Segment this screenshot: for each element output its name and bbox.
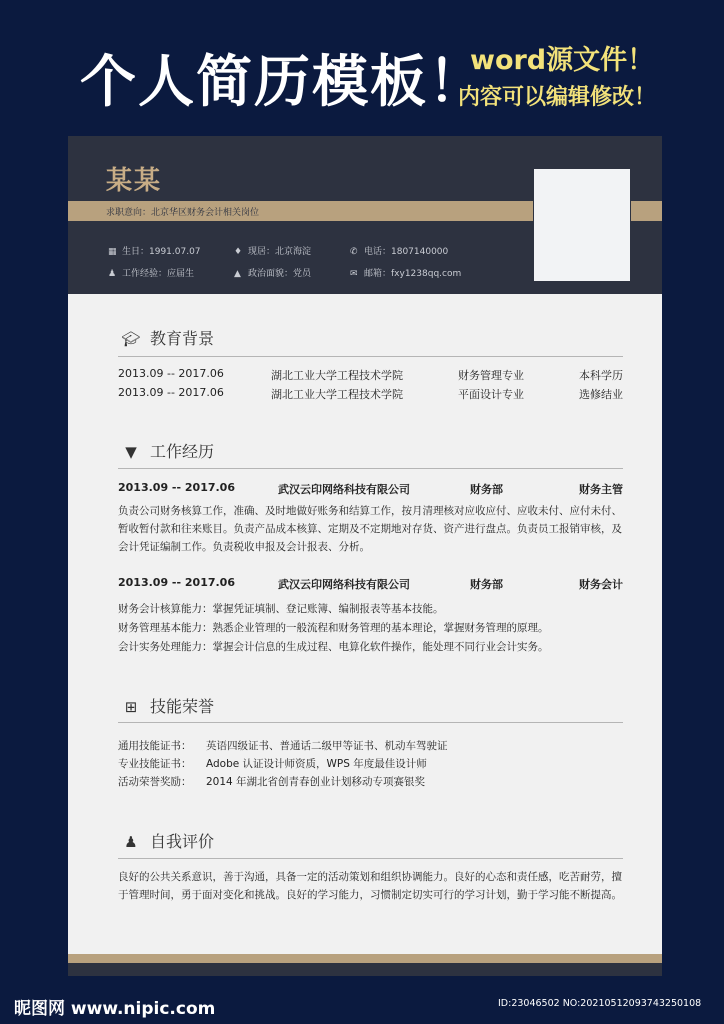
info-birthday: ▦ 生日：1991.07.07	[108, 247, 201, 257]
footer-band-dark	[68, 963, 662, 976]
info-political-status: ▲ 政治面貌：党员	[234, 269, 312, 279]
calendar-icon: ▦	[108, 247, 117, 257]
education-row: 2013.09 -- 2017.06 湖北工业大学工程技术学院 财务管理专业 本科学历	[118, 367, 623, 382]
graduation-cap-icon: 🎓︎	[121, 330, 141, 348]
skill-row: 专业技能证书： Adobe 认证设计师资质，WPS 年度最佳设计师	[118, 758, 427, 770]
location-icon: ♦	[234, 247, 243, 257]
banner-subtitle-editable: 内容可以编辑修改！	[458, 85, 657, 110]
section-divider	[118, 468, 623, 469]
job-detail-line: 财务会计核算能力：掌握凭证填制、登记账簿、编制报表等基本技能。	[118, 603, 444, 615]
graduation-cap-icon: ▲	[234, 269, 241, 279]
info-location: ♦ 现居：北京海淀	[234, 247, 312, 257]
job-detail-line: 财务管理基本能力：熟悉企业管理的一般流程和财务管理的基本理论，掌握财务管理的原理。	[118, 622, 549, 634]
skill-row: 活动荣誉奖励： 2014 年湖北省创青春创业计划移动专项赛银奖	[118, 776, 426, 788]
mail-icon: ✉	[350, 269, 358, 279]
section-title-education: 🎓︎ 教育背景	[121, 329, 215, 348]
tie-icon: ▼	[125, 443, 137, 461]
job-description: 负责公司财务核算工作，准确、及时地做好账务和结算工作，按月清理核对应收应付、应收未付、应付未付、暂收暂付款和往来账目。负责产品成本核算、定期及不定期地对存货、资产进行盘点。负责员工报销审核，及会计凭证编制工作。负责税收申报及会计报表、分析。	[118, 505, 622, 553]
photo-placeholder[interactable]	[533, 168, 631, 282]
person-icon: ♟	[108, 269, 117, 279]
education-row: 2013.09 -- 2017.06 湖北工业大学工程技术学院 平面设计专业 选修结业	[118, 386, 623, 401]
info-experience: ♟ 工作经验：应届生	[108, 269, 195, 279]
phone-icon: ✆	[350, 247, 358, 257]
section-divider	[118, 858, 623, 859]
job-header-row: 2013.09 -- 2017.06 武汉云印网络科技有限公司 财务部 财务会计	[118, 576, 623, 591]
job-detail-line: 会计实务处理能力：掌握会计信息的生成过程、电算化软件操作，能处理不同行业会计实务。	[118, 641, 549, 653]
section-divider	[118, 722, 623, 723]
self-evaluation-text: 良好的公共关系意识，善于沟通，具备一定的活动策划和组织协调能力。良好的心态和责任感，吃苦耐劳，擅于管理时间，勇于面对变化和挑战。良好的学习能力，习惯制定切实可行的学习计划，勤于学习能不断提高。	[118, 871, 622, 901]
windows-grid-icon: ⊞	[124, 698, 138, 716]
banner-title: 个人简历模板！	[80, 50, 486, 115]
resume-sheet	[68, 136, 662, 976]
info-email: ✉ 邮箱：fxy1238qq.com	[350, 269, 462, 279]
candidate-name: 某某	[106, 166, 163, 196]
resume-header	[68, 136, 662, 294]
job-header-row: 2013.09 -- 2017.06 武汉云印网络科技有限公司 财务部 财务主管	[118, 481, 623, 496]
skill-row: 通用技能证书： 英语四级证书、普通话二级甲等证书、机动车驾驶证	[118, 740, 448, 752]
footer-band-gold	[68, 954, 662, 963]
job-objective: 求职意向：北京华区财务会计相关岗位	[106, 208, 260, 218]
section-title-skills: ⊞ 技能荣誉	[120, 694, 214, 717]
user-icon: ♟	[124, 833, 138, 851]
section-divider	[118, 356, 623, 357]
banner-subtitle-word-source: word源文件！	[470, 45, 655, 76]
image-id-label: ID:23046502 NO:20210512093743250108	[498, 998, 702, 1009]
info-phone: ✆ 电话：1807140000	[350, 247, 449, 257]
section-title-self-evaluation: ♟ 自我评价	[120, 829, 214, 852]
section-title-work: ▼ 工作经历	[120, 439, 214, 462]
site-logo: 昵图网 www.nipic.com	[14, 999, 216, 1019]
